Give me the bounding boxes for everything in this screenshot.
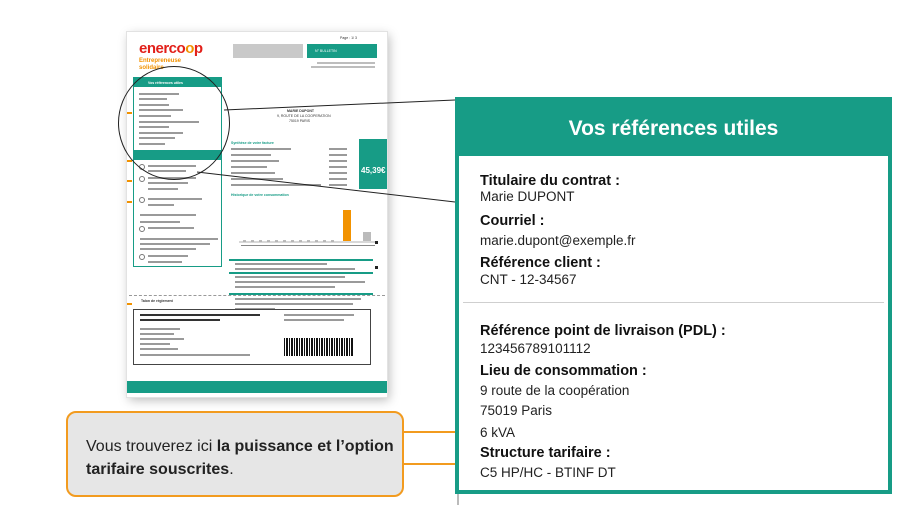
tariff-label: Structure tarifaire : bbox=[480, 445, 611, 461]
amount-box: 45,39€ bbox=[359, 139, 387, 189]
header-teal-box: N° BULLETIN bbox=[307, 44, 377, 58]
page-number: Page : 1/ 3 bbox=[340, 36, 357, 40]
email-label: Courriel : bbox=[480, 213, 545, 229]
pdl-label: Référence point de livraison (PDL) : bbox=[480, 323, 726, 339]
logo-tagline: Entrepreneuse solidaire bbox=[139, 58, 182, 71]
holder-label: Titulaire du contrat : bbox=[480, 173, 620, 189]
references-panel bbox=[455, 97, 892, 494]
enercoop-logo: enercoop bbox=[139, 40, 203, 57]
client-ref-label: Référence client : bbox=[480, 255, 601, 271]
holder-value: Marie DUPONT bbox=[480, 189, 575, 204]
customer-city: 75019 PARIS bbox=[289, 119, 310, 123]
synthesis-title: Synthèse de votre facture bbox=[231, 141, 274, 145]
location-label: Lieu de consommation : bbox=[480, 363, 647, 379]
subscribed-power: 6 kVA bbox=[480, 425, 516, 440]
references-box: Vos références utiles bbox=[133, 77, 222, 151]
chart-title: Historique de votre consommation bbox=[231, 193, 289, 197]
info-callout bbox=[66, 411, 404, 497]
email-value: marie.dupont@exemple.fr bbox=[480, 233, 636, 248]
payment-slip-title: Talon de règlement bbox=[141, 299, 173, 303]
client-ref-value: CNT - 12-34567 bbox=[480, 272, 577, 287]
location-city: 75019 Paris bbox=[480, 403, 553, 418]
callout-text: Vous trouverez ici la puissance et l’option tarifaire souscrites. bbox=[86, 438, 394, 478]
customer-name: MARIE DUPONT bbox=[287, 109, 315, 113]
customer-address: 9, ROUTE DE LA COOPERATION bbox=[277, 114, 331, 118]
tariff-value: C5 HP/HC - BTINF DT bbox=[480, 465, 616, 480]
panel-divider bbox=[463, 302, 884, 303]
panel-title: Vos références utiles bbox=[459, 101, 888, 156]
pdl-value: 123456789101112 bbox=[480, 341, 591, 356]
location-street: 9 route de la coopération bbox=[480, 383, 630, 398]
